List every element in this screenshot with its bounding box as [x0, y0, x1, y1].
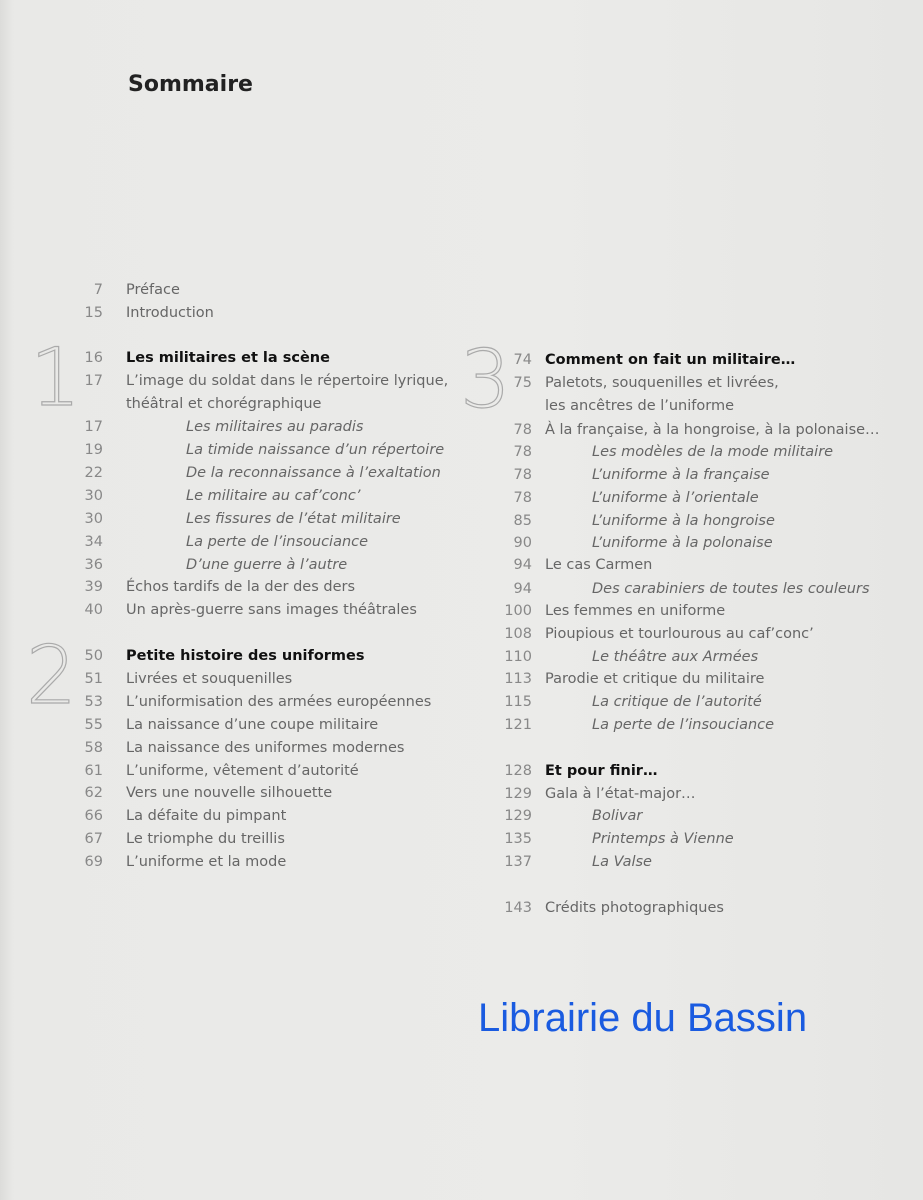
toc-entry-title: Printemps à Vienne: [592, 831, 734, 847]
toc-page-number: 135: [504, 831, 532, 847]
toc-entry-title: Paletots, souquenilles et livrées,: [545, 375, 779, 391]
toc-page-number: 121: [504, 717, 532, 733]
toc-entry-title: La naissance d’une coupe militaire: [126, 717, 379, 733]
toc-entry-title: L’uniforme à la hongroise: [592, 513, 775, 529]
toc-entry-title: Échos tardifs de la der des ders: [126, 579, 356, 595]
toc-page-number: 78: [513, 467, 532, 483]
toc-entry-title: La perte de l’insouciance: [592, 717, 775, 733]
toc-page-number: 34: [84, 534, 103, 550]
toc-entry-title: Gala à l’état-major…: [545, 786, 696, 802]
toc-page-number: 100: [504, 603, 532, 619]
toc-page-number: 75: [513, 375, 532, 391]
toc-entry-title: À la française, à la hongroise, à la polonaise…: [545, 422, 880, 438]
toc-page-number: 62: [84, 785, 103, 801]
toc-entry-title: les ancêtres de l’uniforme: [545, 398, 735, 414]
toc-entry-title: Vers une nouvelle silhouette: [126, 785, 333, 801]
toc-section-heading: Les militaires et la scène: [126, 350, 330, 366]
toc-entry-title: Crédits photographiques: [545, 900, 724, 916]
toc-entry-title: La timide naissance d’un répertoire: [186, 442, 445, 458]
toc-entry-title: De la reconnaissance à l’exaltation: [186, 465, 441, 481]
toc-entry-title: Parodie et critique du militaire: [545, 671, 765, 687]
toc-entry-title: Le triomphe du treillis: [126, 831, 285, 847]
toc-page-number: 137: [504, 854, 532, 870]
part-number-1: 1: [30, 331, 81, 424]
toc-entry-title: L’uniforme à la française: [592, 467, 770, 483]
toc-page-number: 30: [84, 511, 103, 527]
toc-page-number: 36: [84, 557, 103, 573]
toc-entry-title: L’uniformisation des armées européennes: [126, 694, 432, 710]
toc-page-number: 19: [84, 442, 103, 458]
toc-entry-title: La perte de l’insouciance: [186, 534, 369, 550]
page-title: Sommaire: [128, 72, 253, 97]
part-number-3: 3: [460, 333, 511, 426]
toc-entry-title: théâtral et chorégraphique: [126, 396, 322, 412]
toc-section-heading: Et pour finir…: [545, 763, 658, 779]
toc-entry-title: Le militaire au caf’conc’: [186, 488, 361, 504]
toc-page-number: 74: [513, 352, 532, 368]
toc-page-number: 94: [513, 581, 532, 597]
toc-page-number: 78: [513, 490, 532, 506]
toc-page-number: 113: [504, 671, 532, 687]
toc-page-number: 110: [504, 649, 532, 665]
toc-page-number: 94: [513, 557, 532, 573]
toc-page-number: 61: [84, 763, 103, 779]
toc-entry-title: Les femmes en uniforme: [545, 603, 726, 619]
toc-page-number: 7: [93, 282, 103, 298]
toc-section-heading: Comment on fait un militaire…: [545, 352, 796, 368]
toc-page-number: 58: [84, 740, 103, 756]
toc-entry-title: Le théâtre aux Armées: [592, 649, 759, 665]
toc-page-number: 66: [84, 808, 103, 824]
toc-entry-title: Les militaires au paradis: [186, 419, 364, 435]
toc-page-number: 143: [504, 900, 532, 916]
toc-page-number: 67: [84, 831, 103, 847]
part-number-2: 2: [26, 629, 77, 722]
toc-entry-title: Introduction: [126, 305, 214, 321]
toc-entry-title: L’uniforme, vêtement d’autorité: [126, 763, 359, 779]
toc-page-number: 17: [84, 373, 103, 389]
toc-entry-title: Les fissures de l’état militaire: [186, 511, 401, 527]
toc-page-number: 50: [84, 648, 103, 664]
toc-entry-title: D’une guerre à l’autre: [186, 557, 348, 573]
toc-page-number: 69: [84, 854, 103, 870]
toc-page-number: 129: [504, 808, 532, 824]
toc-page-number: 15: [84, 305, 103, 321]
toc-entry-title: La critique de l’autorité: [592, 694, 762, 710]
toc-entry-title: L’image du soldat dans le répertoire lyrique,: [126, 373, 449, 389]
toc-page-number: 115: [504, 694, 532, 710]
toc-page-number: 78: [513, 422, 532, 438]
toc-entry-title: Bolivar: [592, 808, 643, 824]
toc-entry-title: Préface: [126, 282, 180, 298]
toc-section-heading: Petite histoire des uniformes: [126, 648, 365, 664]
toc-entry-title: Le cas Carmen: [545, 557, 653, 573]
toc-entry-title: Pioupious et tourlourous au caf’conc’: [545, 626, 814, 642]
toc-page-number: 40: [84, 602, 103, 618]
toc-entry-title: La défaite du pimpant: [126, 808, 287, 824]
watermark-text: Librairie du Bassin: [478, 996, 808, 1040]
toc-page-number: 78: [513, 444, 532, 460]
toc-page-number: 108: [504, 626, 532, 642]
toc-entry-title: L’uniforme à la polonaise: [592, 535, 773, 551]
toc-entry-title: Les modèles de la mode militaire: [592, 444, 834, 460]
toc-page-number: 53: [84, 694, 103, 710]
toc-page-number: 30: [84, 488, 103, 504]
toc-page-number: 128: [504, 763, 532, 779]
toc-entry-title: L’uniforme et la mode: [126, 854, 287, 870]
toc-page-number: 85: [513, 513, 532, 529]
toc-page-number: 129: [504, 786, 532, 802]
toc-page-number: 39: [84, 579, 103, 595]
toc-entry-title: La naissance des uniformes modernes: [126, 740, 405, 756]
toc-page-number: 16: [84, 350, 103, 366]
toc-entry-title: La Valse: [592, 854, 652, 870]
toc-page-number: 22: [84, 465, 103, 481]
toc-page-number: 17: [84, 419, 103, 435]
toc-entry-title: Livrées et souquenilles: [126, 671, 293, 687]
toc-entry-title: L’uniforme à l’orientale: [592, 490, 759, 506]
toc-page-number: 90: [513, 535, 532, 551]
toc-page-number: 55: [84, 717, 103, 733]
toc-entry-title: Des carabiniers de toutes les couleurs: [592, 581, 870, 597]
toc-page-number: 51: [84, 671, 103, 687]
toc-entry-title: Un après-guerre sans images théâtrales: [126, 602, 417, 618]
